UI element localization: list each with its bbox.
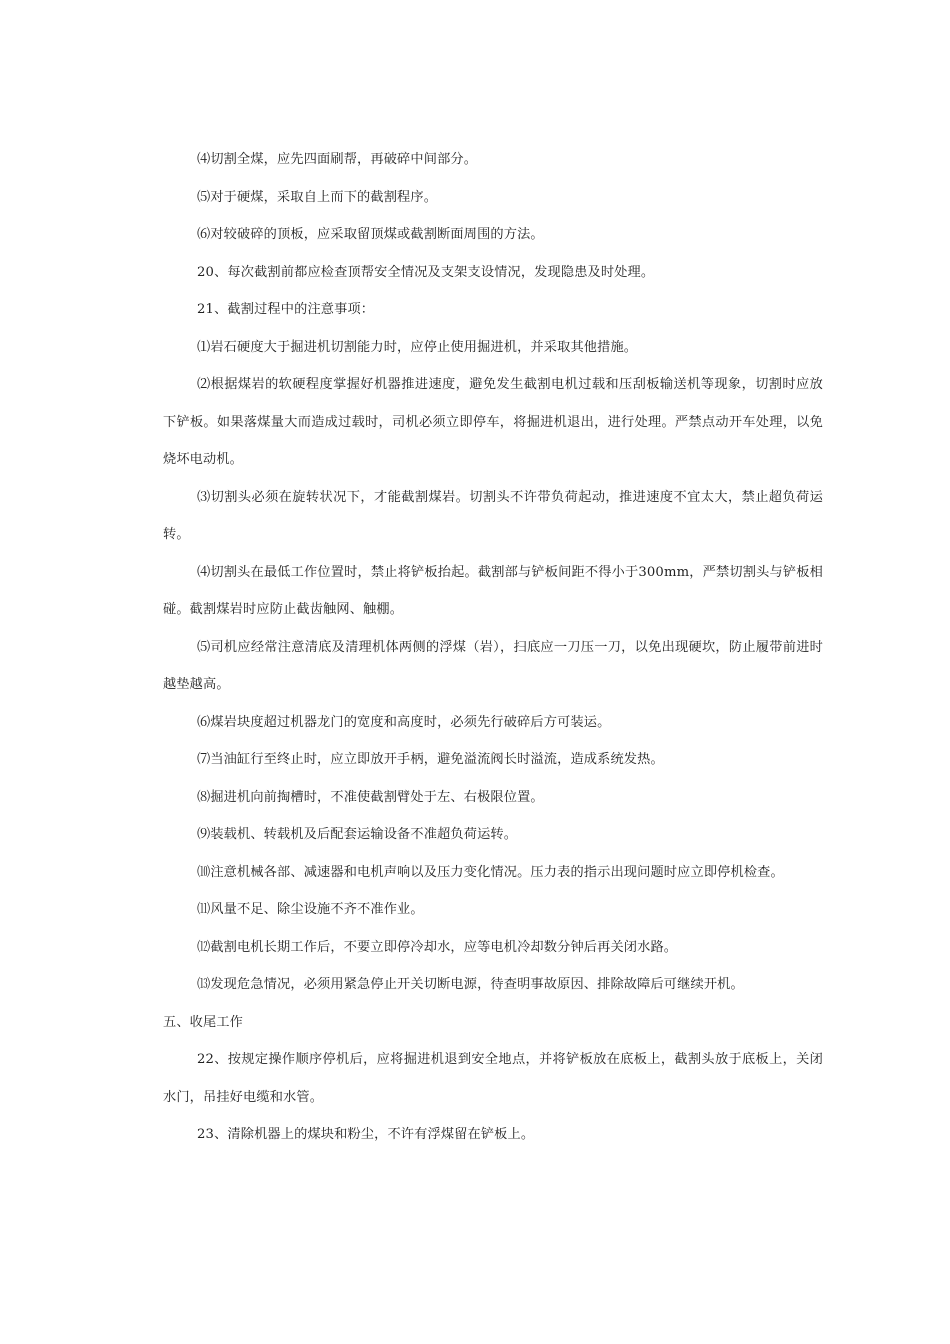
paragraph-item-11-ventilation: ⑾风量不足、除尘设施不齐不准作业。 <box>197 902 424 917</box>
paragraph-item-5-hard-coal: ⑸对于硬煤，采取自上而下的截割程序。 <box>197 189 438 205</box>
paragraph-item-2-advance-speed: ⑵根据煤岩的软硬程度掌握好机器推进速度，避免发生截割电机过载和压刮板输送机等现象，切割时应放下铲板。如果落煤量大而造成过载时，司机必须立即停车，将掘进机退出，进行处理。严禁点动开车处理，以免烧坏电动机。 <box>163 377 823 467</box>
section-heading-closing-work: 五、收尾工作 <box>163 1014 244 1030</box>
paragraph-item-6-broken-roof: ⑹对较破碎的顶板，应采取留顶煤或截割断面周围的方法。 <box>197 227 544 242</box>
document-body <box>163 141 823 1154</box>
paragraph-clause-23: 23、清除机器上的煤块和粉尘，不许有浮煤留在铲板上。 <box>197 1127 535 1142</box>
paragraph-item-9-overload: ⑼装载机、转载机及后配套运输设备不准超负荷运转。 <box>197 827 518 842</box>
paragraph-item-12-cooling-water: ⑿截割电机长期工作后，不要立即停冷却水，应等电机冷却数分钟后再关闭水路。 <box>197 939 678 955</box>
paragraph-clause-21: 21、截割过程中的注意事项： <box>197 302 375 317</box>
paragraph-item-1-rock-hardness: ⑴岩石硬度大于掘进机切割能力时，应停止使用掘进机，并采取其他措施。 <box>197 339 638 355</box>
paragraph-item-7-cylinder: ⑺当油缸行至终止时，应立即放开手柄，避免溢流阀长时溢流，造成系统发热。 <box>197 752 664 767</box>
paragraph-item-13-emergency-stop: ⒀发现危急情况，必须用紧急停止开关切断电源，待查明事故原因、排除故障后可继续开机。 <box>197 977 744 992</box>
paragraph-clause-20: 20、每次截割前都应检查顶帮安全情况及支架支设情况，发现隐患及时处理。 <box>197 264 655 280</box>
paragraph-item-4-full-coal: ⑷切割全煤，应先四面刷帮，再破碎中间部分。 <box>197 152 478 167</box>
paragraph-clause-22: 22、按规定操作顺序停机后，应将掘进机退到安全地点，并将铲板放在底板上，截割头放于底板上，关闭水门，吊挂好电缆和水管。 <box>163 1052 823 1105</box>
paragraph-item-6-lump-size: ⑹煤岩块度超过机器龙门的宽度和高度时，必须先行破碎后方可装运。 <box>197 714 611 730</box>
paragraph-item-10-machine-check: ⑽注意机械各部、减速器和电机声响以及压力变化情况。压力表的指示出现问题时应立即停机检查。 <box>197 864 784 880</box>
paragraph-item-3-cutting-head: ⑶切割头必须在旋转状况下，才能截割煤岩。切割头不许带负荷起动，推进速度不宜太大，禁止超负荷运转。 <box>163 489 823 542</box>
paragraph-item-4-lowest-position: ⑷切割头在最低工作位置时，禁止将铲板抬起。截割部与铲板间距不得小于300mm，严禁切割头与铲板相碰。截割煤岩时应防止截齿触网、触棚。 <box>163 564 823 617</box>
paragraph-item-8-slotting: ⑻掘进机向前掏槽时，不准使截割臂处于左、右极限位置。 <box>197 789 544 805</box>
paragraph-item-5-floor-cleaning: ⑸司机应经常注意清底及清理机体两侧的浮煤（岩），扫底应一刀压一刀，以免出现硬坎，防止履带前进时越垫越高。 <box>163 639 823 692</box>
